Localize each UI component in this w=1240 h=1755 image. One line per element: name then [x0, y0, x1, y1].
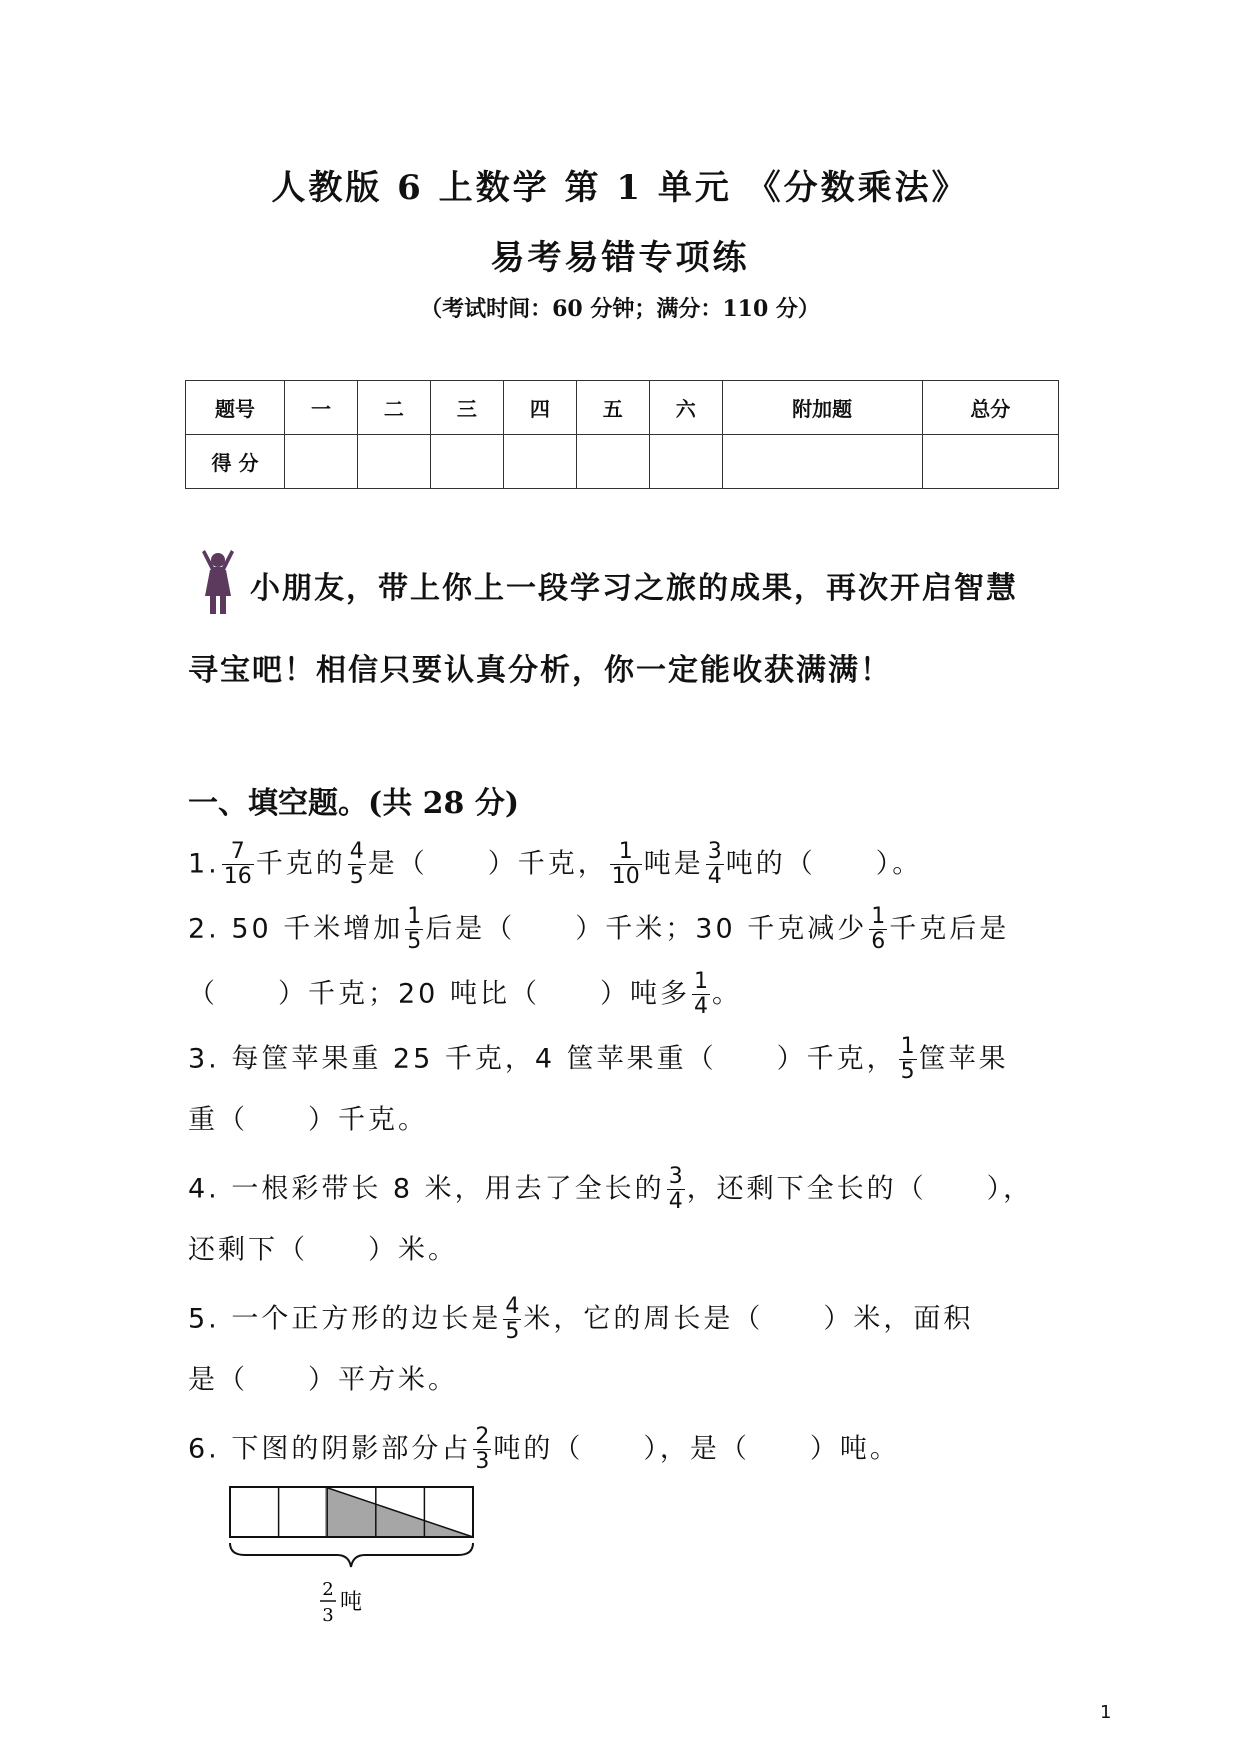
question-4-line-2: 还剩下（ ）米。: [188, 1234, 458, 1266]
question-3: 3. 每筐苹果重 25 千克，4 筐苹果重（ ）千克， $\frac{1}{5}$ 筐苹果: [188, 1034, 1009, 1084]
score-cell[interactable]: [503, 435, 576, 489]
diagram-frac-num: 2: [322, 1579, 334, 1600]
question-5-line-2: 是（ ）平方米。: [188, 1364, 458, 1396]
intro-line-1: 小朋友，带上你上一段学习之旅的成果，再次开启智慧: [250, 571, 1018, 606]
question-4: 4. 一根彩带长 8 米，用去了全长的 $\frac{3}{4}$ ，还剩下全长的（ ），: [188, 1164, 1034, 1214]
page-subtitle: 易考易错专项练: [490, 238, 750, 278]
header-cell: 三: [430, 381, 503, 435]
score-cell[interactable]: [285, 435, 358, 489]
question-3-line-2: 重（ ）千克。: [188, 1104, 428, 1136]
fraction: $\frac{1}{6}$: [871, 904, 886, 954]
fraction: $\frac{1}{10}$: [611, 839, 640, 889]
header-cell: 四: [503, 381, 576, 435]
fraction-bar-diagram: [225, 1485, 485, 1635]
header-cell: 二: [357, 381, 430, 435]
score-cell[interactable]: [357, 435, 430, 489]
child-icon: [198, 550, 238, 615]
exam-info: （考试时间：60 分钟；满分：110 分）: [420, 296, 820, 322]
diagram-unit: 吨: [340, 1590, 363, 1615]
question-5: 5. 一个正方形的边长是 $\frac{4}{5}$ 米，它的周长是（ ）米，面积: [188, 1294, 974, 1344]
header-cell: 六: [649, 381, 722, 435]
score-cell[interactable]: [649, 435, 722, 489]
page-title: 人教版 6 上数学 第 1 单元 《分数乘法》: [271, 168, 969, 208]
header-cell: 一: [285, 381, 358, 435]
fraction: $\frac{1}{5}$: [407, 904, 422, 954]
brace: [230, 1543, 473, 1567]
fraction: $\frac{3}{4}$: [707, 839, 722, 889]
intro-line-2: 寻宝吧！相信只要认真分析，你一定能收获满满！: [188, 653, 892, 688]
score-cell[interactable]: [430, 435, 503, 489]
fraction: $\frac{2}{3}$: [475, 1424, 490, 1474]
score-table-header-row: [186, 381, 1059, 435]
fraction: $\frac{1}{5}$: [900, 1034, 915, 1084]
question-6: 6. 下图的阴影部分占 $\frac{2}{3}$ 吨的（ ），是（ ）吨。: [188, 1424, 900, 1474]
page-number: 1: [1100, 1702, 1112, 1723]
question-2-line-2: （ ）千克；20 吨比（ ）吨多 $\frac{1}{4}$ 。: [188, 969, 742, 1019]
fraction: $\frac{4}{5}$: [349, 839, 364, 889]
score-label-cell: 得 分: [186, 435, 285, 489]
fraction: $\frac{7}{16}$: [223, 839, 252, 889]
fraction: $\frac{1}{4}$: [693, 969, 708, 1019]
diagram-frac-den: 3: [322, 1605, 334, 1626]
header-cell: 题号: [186, 381, 285, 435]
header-cell: 总分: [922, 381, 1058, 435]
header-cell: 附加题: [722, 381, 922, 435]
question-1: 1. $\frac{7}{16}$ 千克的 $\frac{4}{5}$ 是（ ）千克， $\frac{1}{10}$ 吨是 $\frac{3}{4}$ 吨的（ ）。: [188, 839, 923, 889]
section-heading: 一、填空题。(共 28 分): [188, 786, 520, 821]
score-table: [185, 380, 1059, 489]
fraction: $\frac{3}{4}$: [668, 1164, 683, 1214]
fraction: $\frac{4}{5}$: [505, 1294, 520, 1344]
question-2: 2. 50 千米增加 $\frac{1}{5}$ 后是（ ）千米；30 千克减少 $\frac{1}{6}$ 千克后是: [188, 904, 1010, 954]
score-cell[interactable]: [722, 435, 922, 489]
score-table-score-row: [186, 435, 1059, 489]
score-cell[interactable]: [576, 435, 649, 489]
header-cell: 五: [576, 381, 649, 435]
score-cell[interactable]: [922, 435, 1058, 489]
